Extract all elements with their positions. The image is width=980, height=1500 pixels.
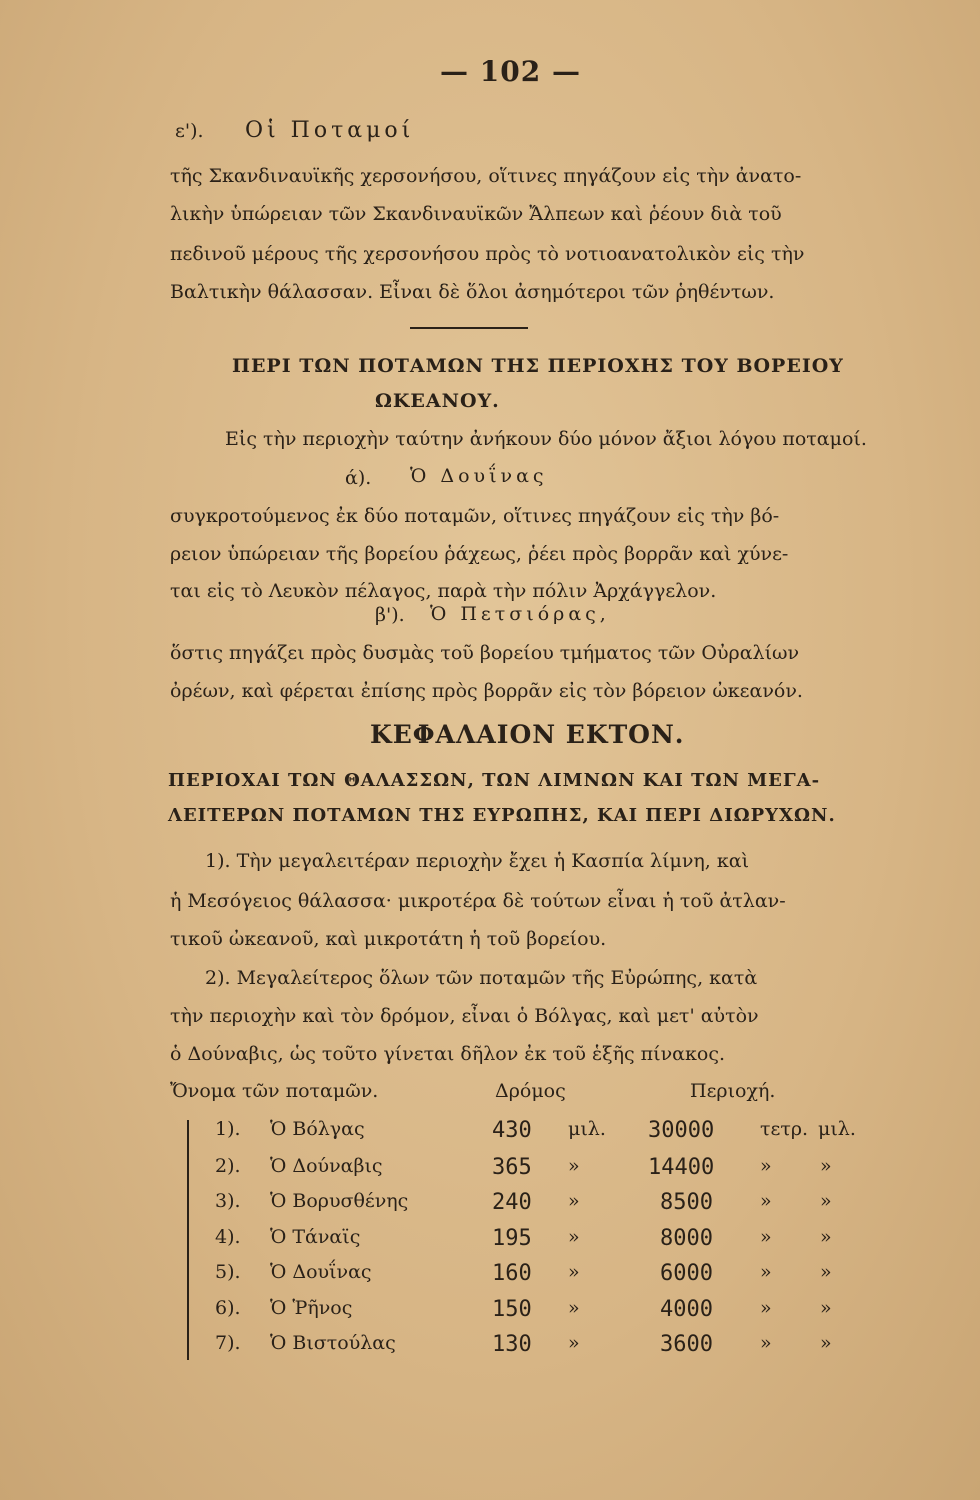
river-length: 240 [492,1190,532,1215]
dvina-marker: ά). [345,467,372,489]
area-unit: » [760,1332,772,1354]
row-index: 2). [215,1155,241,1177]
chapter-heading-cont: ΛΕΙΤΕΡΩΝ ΠΟΤΑΜΩΝ ΤΗΣ ΕΥΡΩΠΗΣ, ΚΑΙ ΠΕΡΙ ΔΙΩΡΥΧΩΝ. [168,805,836,826]
table-row [0,1297,980,1331]
pechora-title: Ὁ Πετσιόρας, [430,603,610,625]
area-unit-2: » [820,1155,832,1177]
table-header-length: Δρόμος [495,1080,566,1102]
dvina-line: ρειον ὑπώρειαν τῆς βορείου ῥάχεως, ῥέει πρὸς βορρᾶν καὶ χύνε- [170,543,789,565]
area-unit: » [760,1226,772,1248]
area-unit-2: » [820,1297,832,1319]
section-e-line: τῆς Σκανδιναυϊκῆς χερσονήσου, οἵτινες πηγάζουν εἰς τὴν ἀνατο- [170,165,802,187]
river-area: 8500 [660,1190,713,1215]
area-unit: » [760,1190,772,1212]
area-unit-2: μιλ. [818,1118,856,1140]
river-area: 30000 [648,1118,715,1143]
row-index: 6). [215,1297,241,1319]
section-e-line: λικὴν ὑπώρειαν τῶν Σκανδιναυϊκῶν Ἄλπεων καὶ ῥέουν διὰ τοῦ [170,203,782,225]
length-unit: » [568,1155,580,1177]
table-row [0,1155,980,1189]
chapter-title: ΚΕΦΑΛΑΙΟΝ ΕΚΤΟΝ. [370,720,685,749]
river-length: 365 [492,1155,532,1180]
area-unit-2: » [820,1190,832,1212]
paragraph-1-line: ἡ Μεσόγειος θάλασσα· μικροτέρα δὲ τούτων εἶναι ἡ τοῦ ἀτλαν- [170,890,786,912]
row-index: 7). [215,1332,241,1354]
length-unit: » [568,1190,580,1212]
table-row [0,1226,980,1260]
dvina-line: ται εἰς τὸ Λευκὸν πέλαγος, παρὰ τὴν πόλιν Ἀρχάγγελον. [170,580,717,602]
north-ocean-heading: ΠΕΡΙ ΤΩΝ ΠΟΤΑΜΩΝ ΤΗΣ ΠΕΡΙΟΧΗΣ ΤΟΥ ΒΟΡΕΙΟΥ [232,355,844,377]
chapter-heading: ΠΕΡΙΟΧΑΙ ΤΩΝ ΘΑΛΑΣΣΩΝ, ΤΩΝ ΛΙΜΝΩΝ ΚΑΙ ΤΩΝ ΜΕΓΑ- [168,770,821,791]
page-number: — 102 — [440,55,581,88]
row-index: 1). [215,1118,241,1140]
dvina-line: συγκροτούμενος ἐκ δύο ποταμῶν, οἵτινες πηγάζουν εἰς τὴν βό- [170,505,780,527]
area-unit-2: » [820,1226,832,1248]
river-area: 4000 [660,1297,713,1322]
river-area: 6000 [660,1261,713,1286]
paragraph-2-line: τὴν περιοχὴν καὶ τὸν δρόμον, εἶναι ὁ Βόλγας, καὶ μετ' αὐτὸν [170,1005,759,1027]
river-length: 150 [492,1297,532,1322]
table-row [0,1261,980,1295]
length-unit: » [568,1297,580,1319]
row-index: 3). [215,1190,241,1212]
pechora-line: ὀρέων, καὶ φέρεται ἐπίσης πρὸς βορρᾶν εἰς τὸν βόρειον ὠκεανόν. [170,680,803,702]
paragraph-2-line: 2). Μεγαλείτερος ὅλων τῶν ποταμῶν τῆς Εὐρώπης, κατὰ [205,967,758,989]
table-header-area: Περιοχή. [690,1080,776,1102]
river-name: Ὁ Δούναβις [270,1155,383,1177]
river-area: 14400 [648,1155,715,1180]
river-length: 130 [492,1332,532,1357]
area-unit-2: » [820,1332,832,1354]
north-ocean-intro: Εἰς τὴν περιοχὴν ταύτην ἀνήκουν δύο μόνον ἄξιοι λόγου ποταμοί. [225,428,867,450]
paragraph-1-line: 1). Τὴν μεγαλειτέραν περιοχὴν ἔχει ἡ Κασπία λίμνη, καὶ [205,850,750,872]
paragraph-2-line: ὁ Δούναβις, ὡς τοῦτο γίνεται δῆλον ἐκ τοῦ ἑξῆς πίνακος. [170,1043,725,1065]
river-name: Ὁ Βιστούλας [270,1332,396,1354]
pechora-line: ὅστις πηγάζει πρὸς δυσμὰς τοῦ βορείου τμήματος τῶν Οὐραλίων [170,642,800,664]
river-length: 160 [492,1261,532,1286]
section-e-title: Οἱ Ποταμοί [245,118,415,143]
section-e-line: πεδινοῦ μέρους τῆς χερσονήσου πρὸς τὸ νοτιοανατολικὸν εἰς τὴν [170,243,805,265]
area-unit: » [760,1297,772,1319]
river-name: Ὁ Ῥῆνος [270,1297,353,1319]
river-name: Ὁ Βορυσθένης [270,1190,409,1212]
river-length: 195 [492,1226,532,1251]
table-row [0,1190,980,1224]
length-unit: μιλ. [568,1118,606,1140]
river-area: 8000 [660,1226,713,1251]
river-area: 3600 [660,1332,713,1357]
section-e-marker: ε'). [175,120,204,142]
length-unit: » [568,1261,580,1283]
section-divider [410,327,528,329]
area-unit: » [760,1261,772,1283]
north-ocean-heading-cont: ΩΚΕΑΝΟΥ. [375,390,500,412]
area-unit: τετρ. [760,1118,809,1140]
area-unit: » [760,1155,772,1177]
row-index: 5). [215,1261,241,1283]
table-header-name: Ὄνομα τῶν ποταμῶν. [170,1080,379,1102]
river-length: 430 [492,1118,532,1143]
pechora-marker: β'). [375,604,405,626]
table-row [0,1118,980,1152]
river-name: Ὁ Τάναϊς [270,1226,361,1248]
river-name: Ὁ Βόλγας [270,1118,365,1140]
area-unit-2: » [820,1261,832,1283]
length-unit: » [568,1226,580,1248]
row-index: 4). [215,1226,241,1248]
section-e-line: Βαλτικὴν θάλασσαν. Εἶναι δὲ ὅλοι ἀσημότεροι τῶν ῥηθέντων. [170,281,775,303]
dvina-title: Ὁ Δουΐνας [410,465,548,487]
length-unit: » [568,1332,580,1354]
river-name: Ὁ Δουΐνας [270,1261,372,1283]
paragraph-1-line: τικοῦ ὠκεανοῦ, καὶ μικροτάτη ἡ τοῦ βορείου. [170,928,607,950]
table-row [0,1332,980,1366]
